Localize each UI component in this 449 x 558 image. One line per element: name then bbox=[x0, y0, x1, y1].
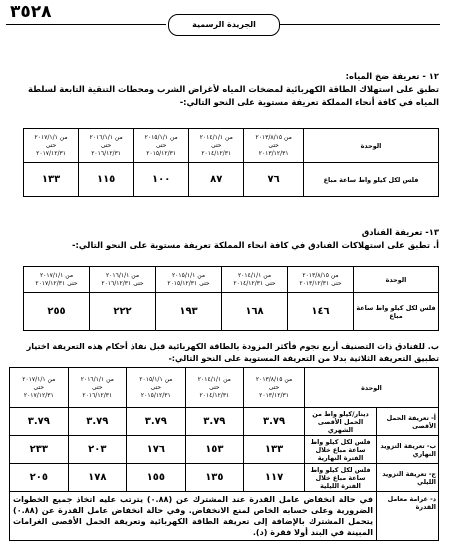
hotel-triple-tariff-table bbox=[9, 367, 439, 541]
period-until: حتى bbox=[150, 383, 162, 391]
period-from: من ٢٠١٦/١/١ bbox=[80, 375, 114, 383]
period-cell bbox=[185, 368, 244, 408]
period-until: حتى bbox=[268, 383, 280, 391]
unit-header: الوحدة bbox=[304, 129, 439, 163]
period-until: حتى bbox=[45, 141, 57, 149]
period-end: ٢٠١٦/١٢/٣١ bbox=[91, 149, 122, 157]
period-until: حتى ٢٠١٤/١٢/٣١ bbox=[233, 279, 276, 287]
period-until: حتى bbox=[210, 141, 222, 149]
value-cell: ٢٣٣ bbox=[10, 436, 69, 464]
hotel-flat-tariff-table bbox=[23, 266, 439, 331]
period-cell bbox=[244, 368, 305, 408]
table-header-row bbox=[24, 129, 439, 163]
value-cell: ١٧٨ bbox=[68, 464, 127, 492]
period-cell bbox=[134, 129, 189, 163]
period-until: حتى ٢٠١٦/١٢/٣١ bbox=[101, 279, 144, 287]
unit-cell: فلس لكل كيلو واط ساعة مباع خلال الفترة الليلية bbox=[305, 464, 377, 492]
water-pumping-tariff-table bbox=[23, 128, 439, 197]
row-label: ج- تعريفة التزويد الليلي bbox=[377, 464, 439, 492]
period-cell bbox=[156, 267, 222, 293]
period-end: ٢٠١٥/١٢/٣١ bbox=[146, 149, 177, 157]
section-12-title: ١٢ - تعريفة ضخ المياه: bbox=[345, 71, 439, 81]
period-cell bbox=[24, 129, 79, 163]
section-12-para-line2: المياه في كافة أنحاء المملكة تعريفة مستوية على النحو التالي:- bbox=[179, 97, 439, 107]
section-12-para-line1: تطبق على استهلاك الطاقة الكهربائية لمضخات المياه لأغراض الشرب ومحطات التنقية التابعة لسلطة bbox=[28, 84, 439, 94]
period-cell bbox=[90, 267, 156, 293]
period-from: من ٢٠١٧/١/١ bbox=[22, 375, 56, 383]
table-row bbox=[10, 492, 439, 541]
value-cell: ٣.٧٩ bbox=[185, 408, 244, 436]
period-until: حتى ٢٠١٣/١٢/٣١ bbox=[299, 279, 342, 287]
period-from: من ٢٠١٦/١/١ bbox=[105, 271, 140, 279]
unit-cell: فلس لكل كيلو واط ساعة مباع خلال الفترة النهارية bbox=[305, 436, 377, 464]
table-row bbox=[24, 293, 439, 331]
value-cell: ٣.٧٩ bbox=[68, 408, 127, 436]
period-cell bbox=[288, 267, 354, 293]
row-label: د- غرامة معامل القدرة bbox=[377, 492, 439, 541]
value-cell: ١٦٨ bbox=[222, 293, 288, 331]
period-end: ٢٠١٤/١٢/٣١ bbox=[199, 391, 230, 399]
header-rule-right bbox=[280, 24, 440, 25]
table-header-row bbox=[10, 368, 439, 408]
period-from: من ٢٠١٦/١/١ bbox=[89, 133, 123, 141]
value-cell: ١١٥ bbox=[79, 163, 134, 197]
period-end: ٢٠١٧/١٢/٣١ bbox=[23, 391, 54, 399]
header-rule-left bbox=[6, 24, 166, 25]
table-header-row bbox=[24, 267, 439, 293]
table-row bbox=[10, 436, 439, 464]
period-cell bbox=[79, 129, 134, 163]
section-13-b-line2: تطبيق التعريفة الثلاثية بدلا من التعريفة المستوية على النحو التالي:- bbox=[168, 353, 439, 363]
period-until: حتى bbox=[155, 141, 167, 149]
value-cell: ١٣٥ bbox=[185, 464, 244, 492]
period-cell bbox=[222, 267, 288, 293]
unit-header: الوحدة bbox=[354, 267, 439, 293]
row-label: ب- تعريفة التزويد النهاري bbox=[377, 436, 439, 464]
table-row bbox=[10, 464, 439, 492]
period-until: حتى bbox=[100, 141, 112, 149]
value-cell: ١٠٠ bbox=[134, 163, 189, 197]
period-until: حتى ٢٠١٥/١٢/٣١ bbox=[167, 279, 210, 287]
value-cell: ١١٧ bbox=[244, 464, 305, 492]
period-from: من ٢٠١٧/١/١ bbox=[39, 271, 74, 279]
period-cell bbox=[10, 368, 69, 408]
period-until: حتى bbox=[268, 141, 279, 149]
period-from: من ٢٠١٥/١/١ bbox=[144, 133, 178, 141]
value-cell: ٢٠٥ bbox=[10, 464, 69, 492]
value-cell: ٢٢٢ bbox=[90, 293, 156, 331]
section-13-title: ١٣- تعريفة الفنادق bbox=[361, 227, 439, 237]
period-end: ٢٠١٣/١٢/٣١ bbox=[258, 149, 289, 157]
period-from: من ٢٠١٧/١/١ bbox=[34, 133, 68, 141]
period-until: حتى bbox=[33, 383, 45, 391]
value-cell: ١٣٣ bbox=[244, 436, 305, 464]
period-until: حتى bbox=[209, 383, 220, 391]
period-end: ٢٠١٥/١٢/٣١ bbox=[140, 391, 171, 399]
period-end: ٢٠١٧/١٢/٣١ bbox=[36, 149, 66, 157]
section-13-a-text: أ. تطبق على استهلاكات الفنادق في كافة انحاء المملكة تعريفة مستوية على النحو التالي:- bbox=[72, 240, 439, 250]
value-cell: ٣.٧٩ bbox=[244, 408, 305, 436]
period-from: من ٢٠١٤/١/١ bbox=[197, 375, 231, 383]
period-from: من ٢٠١٤/١/١ bbox=[199, 133, 233, 141]
value-cell: ٢٠٣ bbox=[68, 436, 127, 464]
period-cell bbox=[189, 129, 244, 163]
value-cell: ٨٧ bbox=[189, 163, 244, 197]
value-cell: ١٥٣ bbox=[185, 436, 244, 464]
row-label: أ- تعريفة الحمل الأقصى bbox=[377, 408, 439, 436]
period-from: من ٢٠١٣/٨/١٥ bbox=[302, 271, 339, 279]
period-cell bbox=[244, 129, 304, 163]
period-until: حتى bbox=[92, 383, 103, 391]
period-from: من ٢٠١٣/٨/١٥ bbox=[255, 133, 292, 141]
period-end: ٢٠١٤/١٢/٣١ bbox=[201, 149, 232, 157]
gazette-header: الجريدة الرسمية bbox=[168, 14, 280, 36]
period-cell bbox=[127, 368, 186, 408]
value-cell: ١٩٣ bbox=[156, 293, 222, 331]
page-number: ٣٥٢٨ bbox=[10, 2, 52, 22]
unit-cell: فلس لكل كيلو واط ساعة مباع bbox=[304, 163, 439, 197]
power-factor-note: في حالة انخفاض عامل القدرة عند المشترك عن (٠.٨٨) يترتب عليه اتخاذ جميع الخطوات الضرورية وعلى حسابه الخاص لمنع الانخفاض. وفي حالة انخفاض عامل القدرة عن (٠.٨٨) يتحمل المشترك بالإضافة إلى تعريفة الطاقة الكهربائية وتعريفة الحمل الأقصى الغرامات المبينة في البند أولا فقرة (د). bbox=[10, 492, 377, 541]
value-cell: ١٥٥ bbox=[127, 464, 186, 492]
table-row bbox=[10, 408, 439, 436]
value-cell: ٣.٧٩ bbox=[10, 408, 69, 436]
unit-cell: دينار/كيلو واط من الحمل الأقصى الشهري bbox=[305, 408, 377, 436]
unit-cell: فلس لكل كيلو واط ساعة مباع bbox=[354, 293, 439, 331]
period-cell bbox=[68, 368, 127, 408]
value-cell: ٧٦ bbox=[244, 163, 304, 197]
value-cell: ٣.٧٩ bbox=[127, 408, 186, 436]
table-row bbox=[24, 163, 439, 197]
period-from: من ٢٠١٥/١/١ bbox=[171, 271, 206, 279]
period-end: ٢٠١٦/١٢/٣١ bbox=[82, 391, 113, 399]
period-from: من ٢٠١٥/١/١ bbox=[139, 375, 173, 383]
period-cell bbox=[24, 267, 90, 293]
period-until: حتى ٢٠١٧/١٢/٣١ bbox=[35, 279, 78, 287]
unit-header: الوحدة bbox=[305, 368, 439, 408]
value-cell: ٢٥٥ bbox=[24, 293, 90, 331]
period-end: ٢٠١٣/١٢/٣١ bbox=[259, 391, 289, 399]
value-cell: ١٣٣ bbox=[24, 163, 79, 197]
value-cell: ١٧٦ bbox=[127, 436, 186, 464]
period-from: من ٢٠١٤/١/١ bbox=[237, 271, 272, 279]
section-13-b-line1: ب. للفنادق ذات التصنيف أربع نجوم فأكثر المزودة بالطاقة الكهربائية قبل نفاذ أحكام هذه التعريفة اختيار bbox=[26, 341, 439, 351]
period-from: من ٢٠١٣/٨/١٥ bbox=[255, 375, 293, 383]
value-cell: ١٤٦ bbox=[288, 293, 354, 331]
